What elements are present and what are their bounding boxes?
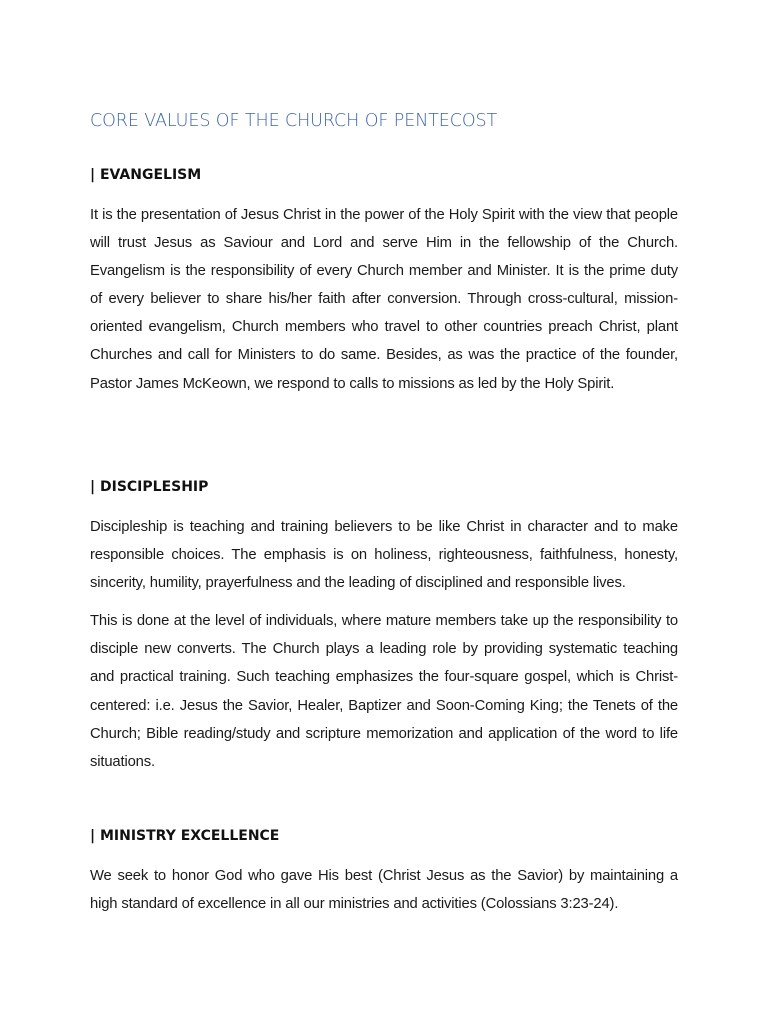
paragraph-ministry-excellence: We seek to honor God who gave His best (Christ Jesus as the Savior) by maintaining a high standard of excellence in all our ministries and activities (Colossians 3:23-24). [90, 868, 678, 913]
section-ministry-excellence [90, 826, 678, 918]
paragraph-discipleship-practice: This is done at the level of individuals, where mature members take up the responsibility to disciple new converts. The Church plays a leading role by providing systematic teaching and practical training. Such teaching emphasizes the four-square gospel, which is Christ-centered: i.e. Jesus the Savior, Healer, Baptizer and Soon-Coming King; the Tenets of the Church; Bible reading/study and scripture memorization and application of the word to life situations. [90, 613, 678, 770]
section-evangelism [90, 165, 678, 398]
section-heading-evangelism: | EVANGELISM [90, 167, 202, 183]
paragraph-discipleship-definition: Discipleship is teaching and training believers to be like Christ in character and to make responsible choices. The emphasis is on holiness, righteousness, faithfulness, honesty, sincerity, humility, prayerfulness and the leading of disciplined and responsible lives. [90, 519, 678, 592]
paragraph-evangelism: It is the presentation of Jesus Christ in the power of the Holy Spirit with the view that people will trust Jesus as Saviour and Lord and serve Him in the fellowship of the Church. Evangelism is the responsibility of every Church member and Minister. It is the prime duty of every believer to share his/her faith after conversion. Through cross-cultural, mission-oriented evangelism, Church members who travel to other countries preach Christ, plant Churches and call for Ministers to do same. Besides, as was the practice of the founder, Pastor James McKeown, we respond to calls to missions as led by the Holy Spirit. [90, 207, 678, 392]
section-heading-discipleship: | DISCIPLESHIP [90, 479, 209, 495]
section-discipleship [90, 477, 678, 776]
document-title: CORE VALUES OF THE CHURCH OF PENTECOST [90, 111, 498, 131]
section-heading-ministry-excellence: | MINISTRY EXCELLENCE [90, 828, 280, 844]
